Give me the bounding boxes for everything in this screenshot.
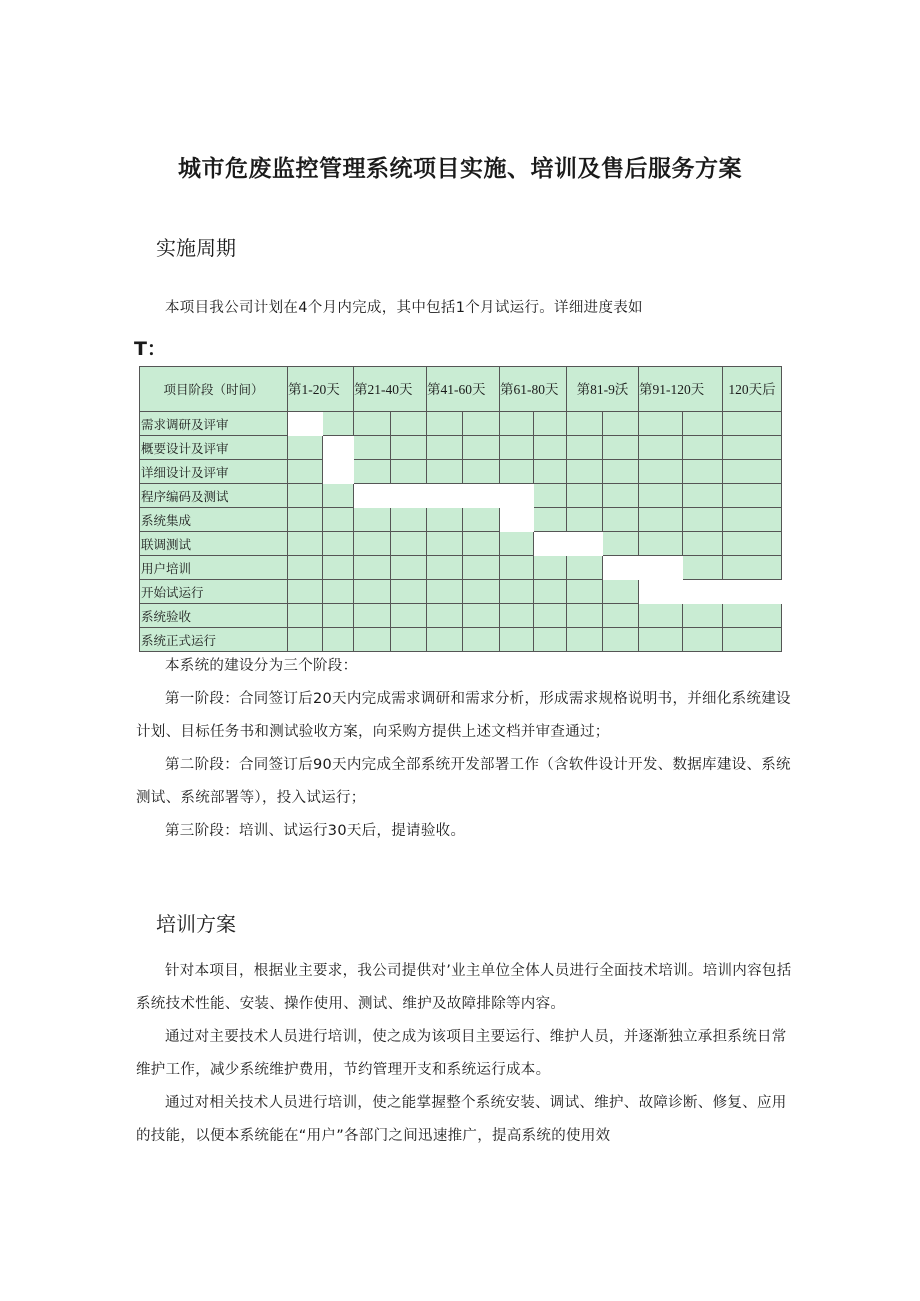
page-title: 城市危废监控管理系统项目实施、培训及售后服务方案 [178, 156, 742, 182]
schedule-cell [354, 460, 391, 484]
schedule-cell [463, 508, 500, 532]
schedule-cell [288, 604, 323, 628]
intro-text: 本项目我公司计划在4个月内完成，其中包括1个月试运行。详细进度表如 [165, 300, 643, 316]
schedule-cell [567, 508, 603, 532]
schedule-task-cell [323, 460, 354, 484]
schedule-cell [354, 580, 391, 604]
training-paragraph-2: 通过对主要技术人员进行培训，使之成为该项目主要运行、维护人员，并逐渐独立承担系统日常维护工作，减少系统维护费用，节约管理开支和系统运行成本。 [136, 1029, 787, 1078]
header-period-4: 第61-80天 [500, 367, 567, 412]
schedule-cell [500, 460, 534, 484]
schedule-cell [427, 532, 463, 556]
schedule-row [140, 412, 782, 436]
training-section [136, 955, 796, 1153]
schedule-cell [683, 460, 723, 484]
schedule-cell [391, 436, 427, 460]
schedule-row [140, 556, 782, 580]
schedule-cell [723, 508, 782, 532]
schedule-row [140, 628, 782, 652]
schedule-cell [354, 412, 391, 436]
schedule-row-label: 联调测试 [140, 532, 288, 556]
schedule-cell [567, 460, 603, 484]
schedule-cell [534, 460, 567, 484]
schedule-cell [500, 604, 534, 628]
schedule-cell [323, 484, 354, 508]
schedule-cell [500, 436, 534, 460]
schedule-cell [683, 556, 723, 580]
schedule-cell [288, 460, 323, 484]
schedule-cell [567, 628, 603, 652]
schedule-cell [534, 484, 567, 508]
schedule-cell [534, 556, 567, 580]
schedule-header-row [140, 367, 782, 412]
schedule-cell [288, 628, 323, 652]
header-period-3: 第41-60天 [427, 367, 500, 412]
schedule-cell [567, 436, 603, 460]
schedule-cell [567, 580, 603, 604]
header-period-7: 120天后 [723, 367, 782, 412]
schedule-row [140, 484, 782, 508]
schedule-cell [323, 604, 354, 628]
schedule-row-label: 需求调研及评审 [140, 412, 288, 436]
schedule-cell [534, 628, 567, 652]
schedule-cell [639, 460, 683, 484]
schedule-cell [288, 484, 323, 508]
schedule-task-cell [639, 556, 683, 580]
schedule-cell [463, 460, 500, 484]
schedule-cell [354, 604, 391, 628]
intro-tail: T： [134, 338, 166, 360]
schedule-cell [603, 604, 639, 628]
schedule-task-cell [427, 484, 463, 508]
schedule-task-cell [500, 508, 534, 532]
schedule-cell [391, 508, 427, 532]
schedule-row-label: 系统集成 [140, 508, 288, 532]
schedule-cell [534, 604, 567, 628]
schedule-cell [723, 604, 782, 628]
schedule-cell [639, 628, 683, 652]
schedule-cell [603, 508, 639, 532]
schedule-row-label: 开始试运行 [140, 580, 288, 604]
schedule-cell [639, 532, 683, 556]
schedule-cell [500, 556, 534, 580]
header-period-1: 第1-20天 [288, 367, 354, 412]
schedule-cell [288, 508, 323, 532]
schedule-cell [354, 436, 391, 460]
schedule-cell [603, 436, 639, 460]
schedule-row-label: 系统验收 [140, 604, 288, 628]
stages-intro: 本系统的建设分为三个阶段： [165, 658, 358, 674]
schedule-task-cell [567, 532, 603, 556]
schedule-cell [391, 412, 427, 436]
schedule-row [140, 580, 782, 604]
stages-section [136, 650, 796, 848]
schedule-cell [723, 532, 782, 556]
schedule-cell [463, 628, 500, 652]
section-heading-implementation: 实施周期 [156, 236, 236, 260]
schedule-cell [323, 532, 354, 556]
schedule-row [140, 436, 782, 460]
schedule-cell [534, 580, 567, 604]
schedule-cell [463, 436, 500, 460]
schedule-task-cell [683, 580, 723, 604]
schedule-cell [500, 532, 534, 556]
schedule-cell [463, 532, 500, 556]
schedule-cell [683, 628, 723, 652]
schedule-task-cell [603, 556, 639, 580]
schedule-cell [723, 556, 782, 580]
schedule-cell [639, 604, 683, 628]
schedule-cell [463, 580, 500, 604]
schedule-task-cell [463, 484, 500, 508]
schedule-cell [427, 628, 463, 652]
intro-paragraph [136, 292, 796, 325]
schedule-cell [639, 412, 683, 436]
schedule-cell [603, 412, 639, 436]
schedule-cell [683, 484, 723, 508]
schedule-cell [500, 580, 534, 604]
schedule-cell [639, 508, 683, 532]
schedule-cell [391, 532, 427, 556]
schedule-table [139, 366, 782, 652]
schedule-row-label: 程序编码及测试 [140, 484, 288, 508]
schedule-cell [288, 532, 323, 556]
schedule-row [140, 604, 782, 628]
schedule-row [140, 508, 782, 532]
schedule-task-cell [534, 532, 567, 556]
schedule-cell [354, 628, 391, 652]
header-period-6: 第91-120天 [639, 367, 723, 412]
schedule-cell [391, 604, 427, 628]
schedule-cell [683, 604, 723, 628]
schedule-cell [683, 532, 723, 556]
schedule-cell [500, 628, 534, 652]
schedule-cell [567, 412, 603, 436]
schedule-row-label: 详细设计及评审 [140, 460, 288, 484]
schedule-cell [427, 412, 463, 436]
schedule-cell [391, 580, 427, 604]
header-period-2: 第21-40天 [354, 367, 427, 412]
schedule-cell [534, 412, 567, 436]
schedule-task-cell [288, 412, 323, 436]
schedule-cell [534, 436, 567, 460]
schedule-cell [427, 604, 463, 628]
schedule-cell [683, 412, 723, 436]
schedule-cell [723, 484, 782, 508]
schedule-cell [323, 556, 354, 580]
schedule-task-cell [723, 580, 782, 604]
schedule-cell [354, 508, 391, 532]
schedule-task-cell [354, 484, 391, 508]
training-paragraph-1: 针对本项目，根据业主要求，我公司提供对’业主单位全体人员进行全面技术培训。培训内容包括系统技术性能、安装、操作使用、测试、维护及故障排除等内容。 [136, 963, 792, 1012]
schedule-cell [323, 580, 354, 604]
schedule-cell [427, 460, 463, 484]
schedule-cell [463, 604, 500, 628]
schedule-cell [354, 556, 391, 580]
schedule-cell [683, 436, 723, 460]
schedule-cell [683, 508, 723, 532]
schedule-cell [427, 508, 463, 532]
schedule-cell [639, 484, 683, 508]
schedule-cell [391, 460, 427, 484]
schedule-cell [723, 436, 782, 460]
schedule-cell [323, 508, 354, 532]
schedule-cell [639, 436, 683, 460]
schedule-cell [567, 556, 603, 580]
schedule-cell [391, 556, 427, 580]
schedule-cell [288, 556, 323, 580]
schedule-cell [603, 532, 639, 556]
schedule-row [140, 460, 782, 484]
schedule-cell [463, 556, 500, 580]
schedule-cell [427, 436, 463, 460]
schedule-cell [354, 532, 391, 556]
schedule-row-label: 概要设计及评审 [140, 436, 288, 460]
stage-2: 第二阶段：合同签订后90天内完成全部系统开发部署工作（含软件设计开发、数据库建设、系统测试、系统部署等），投入试运行； [136, 757, 791, 806]
schedule-task-cell [391, 484, 427, 508]
schedule-task-cell [323, 436, 354, 460]
schedule-cell [288, 580, 323, 604]
schedule-cell [723, 628, 782, 652]
schedule-cell [723, 412, 782, 436]
schedule-row-label: 用户培训 [140, 556, 288, 580]
schedule-cell [500, 412, 534, 436]
schedule-cell [288, 436, 323, 460]
stage-3: 第三阶段：培训、试运行30天后，提请验收。 [165, 823, 466, 839]
schedule-row [140, 532, 782, 556]
header-period-5: 第81-9沃 [567, 367, 639, 412]
schedule-cell [391, 628, 427, 652]
schedule-cell [603, 580, 639, 604]
schedule-task-cell [639, 580, 683, 604]
training-paragraph-3: 通过对相关技术人员进行培训，使之能掌握整个系统安装、调试、维护、故障诊断、修复、应用的技能，以便本系统能在“用户”各部门之间迅速推广，提高系统的使用效 [136, 1095, 787, 1144]
schedule-cell [323, 628, 354, 652]
schedule-cell [567, 484, 603, 508]
schedule-task-cell [500, 484, 534, 508]
schedule-row-label: 系统正式运行 [140, 628, 288, 652]
schedule-cell [323, 412, 354, 436]
section-heading-training: 培训方案 [156, 912, 236, 936]
schedule-cell [427, 580, 463, 604]
schedule-cell [603, 484, 639, 508]
schedule-cell [463, 412, 500, 436]
schedule-cell [723, 460, 782, 484]
stage-1: 第一阶段：合同签订后20天内完成需求调研和需求分析，形成需求规格说明书，并细化系统建设计划、目标任务书和测试验收方案，向采购方提供上述文档并审查通过； [136, 691, 791, 740]
schedule-cell [603, 628, 639, 652]
schedule-cell [534, 508, 567, 532]
schedule-cell [427, 556, 463, 580]
schedule-cell [567, 604, 603, 628]
header-phase: 项目阶段（时间） [140, 367, 288, 412]
schedule-cell [603, 460, 639, 484]
